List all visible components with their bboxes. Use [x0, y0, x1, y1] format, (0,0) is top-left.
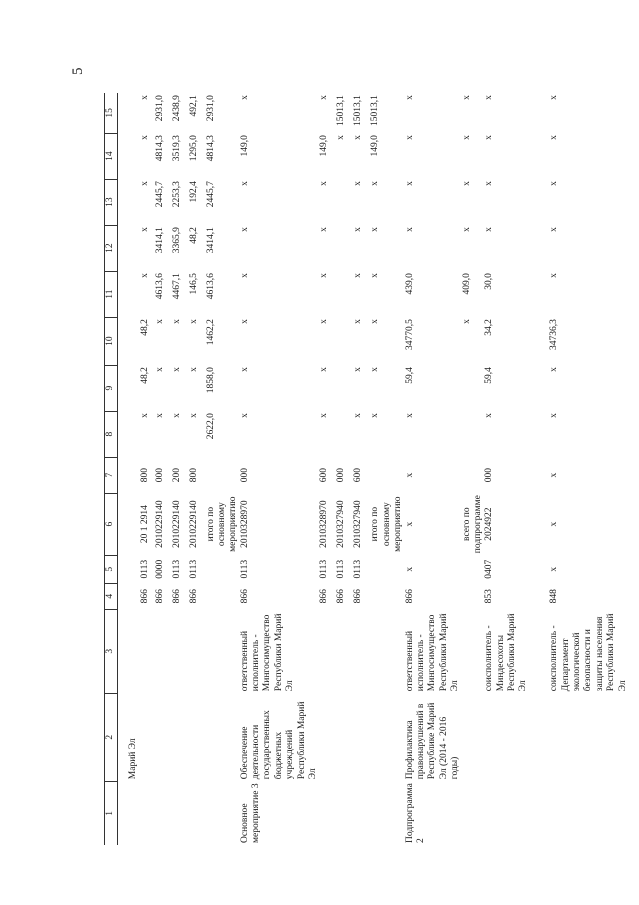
table-cell: 3365,9 [171, 227, 182, 254]
table-cell: х [461, 181, 472, 186]
column-number: 13 [105, 179, 118, 225]
table-row [462, 93, 485, 845]
table-cell: 149,0 [239, 135, 250, 157]
table-cell: х [188, 367, 199, 372]
table-cell: х [239, 413, 250, 418]
table-cell [155, 781, 172, 845]
table-cell: 0113 [171, 559, 182, 579]
table-cell [336, 179, 353, 225]
table-cell: 2253,3 [171, 181, 182, 208]
table-cell [206, 583, 240, 609]
table-cell: 866 [239, 589, 250, 604]
table-cell: х [319, 181, 330, 186]
table-cell: итого по основному мероприятию [370, 496, 404, 552]
table-cell: 800 [188, 468, 199, 483]
table-cell: 2010229140 [154, 500, 165, 548]
table-cell: соисполнитель - Миндесохоты Республики Марий Эл [484, 613, 529, 692]
table-cell: х [139, 181, 150, 186]
table-cell: х [353, 413, 364, 418]
table-cell: 000 [239, 468, 250, 483]
table-cell [118, 411, 140, 457]
table-cell: х [484, 413, 495, 418]
table-cell: Профилактика правонарушений в Республике Марий Эл (2014 - 2016 годы) [404, 702, 461, 780]
table-cell [370, 457, 404, 493]
table-cell: 866 [353, 589, 364, 604]
table-cell: 0000 [154, 559, 165, 579]
table-cell [118, 781, 140, 845]
table-cell: 15013,1 [336, 95, 347, 126]
table-cell: Обеспечение деятельности государственных бюджетных учреждений Республики Марий Эл [239, 701, 319, 780]
table-row [405, 93, 462, 845]
table-cell [140, 693, 155, 781]
table-cell: 0113 [139, 559, 150, 579]
table-cell: х [353, 319, 364, 324]
table-cell: х [404, 566, 415, 572]
table-row [336, 93, 353, 845]
table-cell: 200 [171, 468, 182, 483]
table-cell: х [404, 95, 415, 100]
table-cell: х [171, 413, 182, 418]
table-cell [118, 93, 140, 133]
table-cell [484, 781, 549, 845]
table-cell: х [404, 135, 415, 140]
table-cell: 0113 [239, 559, 250, 579]
table-cell: 34770,5 [404, 319, 415, 350]
table-row [155, 93, 172, 845]
table-cell: х [239, 95, 250, 100]
table-cell [353, 609, 370, 693]
table-cell [206, 609, 240, 693]
table-cell: х [188, 413, 199, 418]
table-cell: 2010328970 [239, 500, 250, 548]
table-cell: х [154, 413, 165, 418]
table-cell [549, 781, 629, 845]
table-row [370, 93, 404, 845]
table-cell [189, 693, 206, 781]
table-cell: 866 [139, 589, 150, 604]
table-cell: 0113 [353, 559, 364, 579]
table-cell [155, 609, 172, 693]
table-row [118, 93, 140, 845]
table-cell: х [319, 273, 330, 278]
table-cell: х [239, 181, 250, 186]
table-cell [336, 781, 353, 845]
table-cell: х [549, 95, 560, 100]
table-cell: 149,0 [319, 135, 330, 157]
table-row [319, 93, 336, 845]
table-cell [549, 693, 629, 781]
column-number: 4 [105, 583, 118, 609]
table-cell: х [461, 319, 472, 324]
table-cell: 492,1 [188, 95, 199, 117]
table-cell [118, 493, 140, 555]
table-cell: 20 1 2914 [139, 505, 150, 544]
table-cell [336, 411, 353, 457]
column-number: 9 [105, 365, 118, 411]
column-number: 12 [105, 225, 118, 271]
table-cell: 3414,1 [205, 227, 216, 254]
table-cell [462, 457, 485, 493]
table-cell: х [370, 181, 381, 186]
table-cell: ответственный исполнитель - Мингосимущество Республики Марий Эл [404, 613, 461, 692]
table-cell: Основное мероприятие 3 [239, 783, 262, 843]
table-cell: х [139, 227, 150, 232]
table-row [240, 93, 320, 845]
table-cell: 0113 [188, 559, 199, 579]
column-number: 6 [105, 493, 118, 555]
table-cell: х [461, 135, 472, 140]
table-cell: х [549, 227, 560, 232]
table-cell: х [336, 135, 347, 140]
table-cell: 15013,1 [370, 95, 381, 126]
table-cell [462, 365, 485, 411]
table-cell [462, 555, 485, 583]
table-cell: х [370, 367, 381, 372]
table-cell: 2010328970 [319, 500, 330, 548]
table-cell [172, 781, 189, 845]
table-cell [118, 133, 140, 179]
table-cell: х [139, 95, 150, 100]
table-cell: х [353, 273, 364, 278]
table-cell: 4613,6 [205, 273, 216, 300]
column-number: 8 [105, 411, 118, 457]
table-cell: х [549, 181, 560, 186]
table-cell: 800 [139, 468, 150, 483]
table-cell [172, 693, 189, 781]
table-cell: 48,2 [188, 227, 199, 244]
table-cell: х [549, 566, 560, 572]
table-row [206, 93, 240, 845]
table-row [353, 93, 370, 845]
table-cell: 000 [484, 468, 495, 483]
table-cell: 30,0 [484, 273, 495, 290]
table-cell: 600 [353, 468, 364, 483]
table-cell: соисполнитель - Департамент экологической безопасности и защиты населения Республики Марий Эл [549, 613, 628, 692]
column-number: 5 [105, 555, 118, 583]
table-cell [118, 271, 140, 317]
table-cell [118, 225, 140, 271]
table-cell [462, 609, 485, 693]
table-cell: 600 [319, 468, 330, 483]
column-number-row [105, 93, 118, 845]
table-cell: х [370, 273, 381, 278]
table-cell: х [319, 319, 330, 324]
table-cell: 2445,7 [154, 181, 165, 208]
table-cell: 848 [549, 589, 560, 604]
table-cell [319, 781, 336, 845]
column-number: 1 [105, 781, 118, 845]
table-cell [118, 555, 140, 583]
table-cell: х [188, 319, 199, 324]
table-cell: х [370, 319, 381, 324]
table-cell: 853 [484, 589, 495, 604]
table-cell: х [549, 521, 560, 527]
table-cell: х [461, 227, 472, 232]
column-number: 7 [105, 457, 118, 493]
table-cell: всего по подпрограмме [461, 495, 483, 554]
table-cell: 0407 [484, 559, 495, 579]
table-cell: х [319, 227, 330, 232]
table-cell: х [154, 367, 165, 372]
table-row [140, 93, 155, 845]
table-cell [140, 609, 155, 693]
table-cell [336, 365, 353, 411]
table-cell: х [404, 181, 415, 186]
table-cell: 2010327940 [353, 500, 364, 548]
table-cell [155, 693, 172, 781]
table-cell [118, 179, 140, 225]
table-cell: х [353, 135, 364, 140]
table-cell: 34,2 [484, 319, 495, 336]
table-cell: Подпрограмма 2 [404, 783, 426, 843]
table-cell [118, 457, 140, 493]
table-cell: х [404, 227, 415, 232]
table-cell: х [370, 413, 381, 418]
table-cell: 2438,9 [171, 95, 182, 122]
table-cell: итого по основному мероприятию [205, 496, 239, 552]
table-cell: 2931,0 [205, 95, 216, 122]
table-cell: х [484, 181, 495, 186]
table-cell: 4814,3 [205, 135, 216, 162]
table-cell [462, 693, 485, 781]
table-cell [336, 317, 353, 365]
table-cell: 4814,3 [154, 135, 165, 162]
table-cell [206, 457, 240, 493]
table-cell: х [484, 135, 495, 140]
table-cell [370, 555, 404, 583]
table-cell: 1858,0 [205, 367, 216, 394]
table-cell: 48,2 [139, 367, 150, 384]
table-cell [462, 411, 485, 457]
table-cell [206, 693, 240, 781]
table-cell: 59,4 [404, 367, 415, 384]
table-cell: 2010229140 [188, 500, 199, 548]
table-cell [206, 555, 240, 583]
table-cell: х [239, 227, 250, 232]
table-cell [336, 225, 353, 271]
table-cell: 2445,7 [205, 181, 216, 208]
table-cell: 59,4 [484, 367, 495, 384]
table-cell: 3519,3 [171, 135, 182, 162]
table-cell: х [319, 95, 330, 100]
table-cell [140, 781, 155, 845]
table-cell: 000 [336, 468, 347, 483]
table-cell [462, 781, 485, 845]
table-cell: 866 [188, 589, 199, 604]
table-cell [319, 693, 336, 781]
table-cell [484, 693, 549, 781]
table-cell: 2010327940 [336, 500, 347, 548]
table-cell: ответственный исполнитель - Мингосимущество Республики Марий Эл [239, 613, 296, 692]
table-row [172, 93, 189, 845]
table-cell: 1295,0 [188, 135, 199, 162]
table-cell [118, 609, 140, 693]
table-cell: 34736,3 [549, 319, 560, 350]
table-cell: 2931,0 [154, 95, 165, 122]
table-cell: х [139, 413, 150, 418]
table-cell: х [319, 367, 330, 372]
column-number: 14 [105, 133, 118, 179]
table-cell: х [461, 95, 472, 100]
table-cell: Марий Эл [128, 738, 139, 780]
table-cell: х [319, 413, 330, 418]
column-number: 15 [105, 93, 118, 133]
table-cell: х [353, 181, 364, 186]
page-number: 5 [70, 67, 86, 75]
budget-table [104, 93, 629, 845]
table-cell: 0113 [319, 559, 330, 579]
table-cell [189, 609, 206, 693]
table-cell [336, 609, 353, 693]
table-cell: 866 [171, 589, 182, 604]
column-number: 10 [105, 317, 118, 365]
table-cell: х [404, 413, 415, 418]
table-cell [370, 781, 404, 845]
table-cell: 409,0 [461, 273, 472, 295]
table-cell [370, 693, 404, 781]
table-cell: х [484, 95, 495, 100]
table-cell: 2024922 [484, 507, 495, 541]
table-cell [370, 609, 404, 693]
table-cell: 000 [154, 468, 165, 483]
table-cell: х [404, 521, 415, 527]
table-cell: 4613,6 [154, 273, 165, 300]
table-cell [118, 583, 140, 609]
table-cell: х [549, 273, 560, 278]
table-cell [336, 693, 353, 781]
table-cell: 192,4 [188, 181, 199, 203]
column-number: 3 [105, 609, 118, 693]
table-cell: х [171, 367, 182, 372]
table-cell: 146,5 [188, 273, 199, 295]
table-cell: х [484, 227, 495, 232]
table-cell [370, 583, 404, 609]
table-cell [353, 781, 370, 845]
table-cell [118, 365, 140, 411]
table-cell: 439,0 [404, 273, 415, 295]
table-cell: 0113 [336, 559, 347, 579]
table-cell: 866 [336, 589, 347, 604]
table-cell: 2010229140 [171, 500, 182, 548]
table-cell: х [353, 227, 364, 232]
table-cell [118, 317, 140, 365]
table-cell [319, 609, 336, 693]
table-cell: 149,0 [370, 135, 381, 157]
table-cell: 4467,1 [171, 273, 182, 300]
table-cell: 1462,2 [205, 319, 216, 346]
table-cell [172, 609, 189, 693]
table-cell [353, 693, 370, 781]
table-row [484, 93, 549, 845]
table-cell: 866 [404, 589, 415, 604]
table-cell: х [549, 472, 560, 478]
table-cell: х [154, 319, 165, 324]
table-cell [206, 781, 240, 845]
table-cell: х [549, 135, 560, 140]
table-row [189, 93, 206, 845]
table-cell: 2622,0 [205, 413, 216, 440]
table-cell: х [404, 472, 415, 478]
table-cell [189, 781, 206, 845]
table-cell: х [370, 227, 381, 232]
table-cell: 866 [154, 589, 165, 604]
table-cell: х [239, 319, 250, 324]
table-cell: 15013,1 [353, 95, 364, 126]
table-cell: 48,2 [139, 319, 150, 336]
column-number: 11 [105, 271, 118, 317]
table-cell: х [239, 273, 250, 278]
table-cell: х [239, 367, 250, 372]
table-cell: х [171, 319, 182, 324]
table-cell: х [139, 273, 150, 278]
table-cell: х [549, 367, 560, 372]
table-cell: х [549, 413, 560, 418]
table-cell: х [353, 367, 364, 372]
table-row [549, 93, 629, 845]
table-cell: 866 [319, 589, 330, 604]
table-cell: 3414,1 [154, 227, 165, 254]
table-cell [462, 583, 485, 609]
table-cell: х [139, 135, 150, 140]
column-number: 2 [105, 693, 118, 781]
table-cell [336, 271, 353, 317]
